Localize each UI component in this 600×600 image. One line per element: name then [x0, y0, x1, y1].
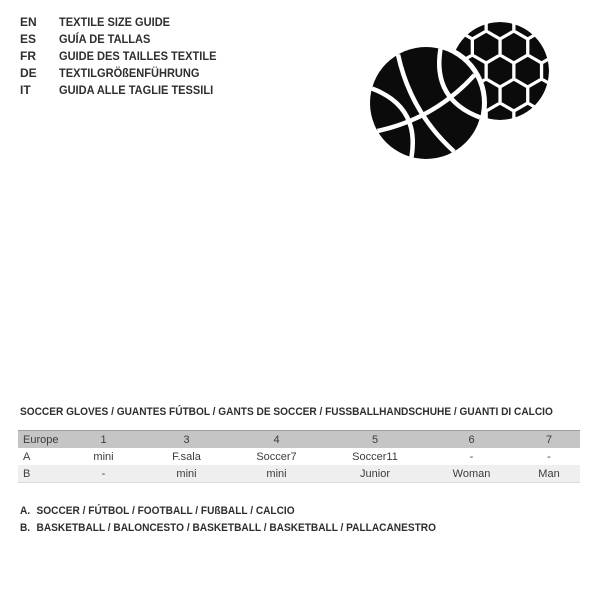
column-header: 7	[518, 431, 580, 449]
table-row	[18, 448, 580, 465]
language-label: TEXTILGRÖßENFÜHRUNG	[59, 66, 200, 80]
table-cell: mini	[145, 465, 228, 483]
language-label: GUIDE DES TAILLES TEXTILE	[59, 49, 217, 63]
column-header: 1	[62, 431, 145, 449]
language-row-it	[20, 82, 230, 99]
table-cell: Woman	[425, 465, 518, 483]
size-table	[18, 430, 580, 483]
table-cell: Soccer11	[325, 448, 425, 465]
language-code: EN	[20, 15, 37, 29]
footnote-text: SOCCER / FÚTBOL / FOOTBALL / FUßBALL / CALCIO	[36, 505, 295, 517]
row-label: A	[18, 448, 62, 465]
language-row-fr	[20, 48, 230, 65]
table-cell: mini	[228, 465, 325, 483]
sports-balls-illustration	[368, 20, 554, 168]
footnote-b	[20, 520, 472, 537]
footnotes	[20, 503, 472, 537]
language-label: GUÍA DE TALLAS	[59, 32, 151, 46]
table-row	[18, 465, 580, 483]
table-cell: mini	[62, 448, 145, 465]
size-table-header-row	[18, 431, 580, 449]
language-row-de	[20, 65, 230, 82]
footnote-text: BASKETBALL / BALONCESTO / BASKETBALL / BASKETBALL / PALLACANESTRO	[36, 522, 436, 534]
table-cell: -	[518, 448, 580, 465]
language-row-es	[20, 31, 230, 48]
language-code: ES	[20, 32, 37, 46]
table-cell: -	[62, 465, 145, 483]
language-code: FR	[20, 49, 36, 63]
table-cell: Junior	[325, 465, 425, 483]
size-table-title	[20, 406, 599, 418]
footnote-key: B.	[20, 522, 31, 534]
column-header: 6	[425, 431, 518, 449]
table-cell: F.sala	[145, 448, 228, 465]
language-code: DE	[20, 66, 37, 80]
table-cell: Soccer7	[228, 448, 325, 465]
language-guide-list	[20, 14, 230, 99]
column-header: 3	[145, 431, 228, 449]
language-label: TEXTILE SIZE GUIDE	[59, 15, 171, 29]
size-table-title-text: SOCCER GLOVES / GUANTES FÚTBOL / GANTS DE SOCCER / FUSSBALLHANDSCHUHE / GUANTI DI CALCIO	[20, 406, 553, 418]
language-label: GUIDA ALLE TAGLIE TESSILI	[59, 83, 214, 97]
language-row-en	[20, 14, 230, 31]
table-cell: Man	[518, 465, 580, 483]
column-header: 4	[228, 431, 325, 449]
row-label: B	[18, 465, 62, 483]
column-header: Europe	[18, 431, 62, 449]
column-header: 5	[325, 431, 425, 449]
language-code: IT	[20, 83, 31, 97]
table-cell: -	[425, 448, 518, 465]
footnote-key: A.	[20, 505, 31, 517]
footnote-a	[20, 503, 472, 520]
